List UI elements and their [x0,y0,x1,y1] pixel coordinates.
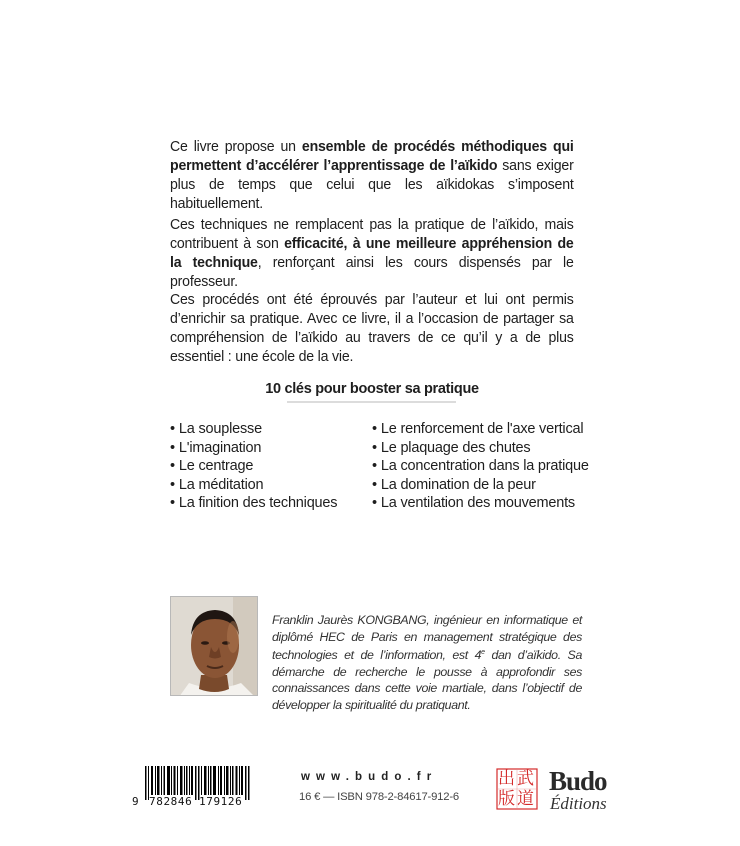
author-portrait-icon [171,597,258,696]
list-item: • Le centrage [170,457,337,476]
p2-tail: , renforçant ainsi les cours dispensés par le professeur. [170,254,574,290]
intro-paragraph-3: Ces procédés ont été éprouvés par l’auteur et lui ont permis d’enrichir sa pratique. Avec ce livre, il a l’occasion de partager sa compréhension de l’aïkido au travers de ce qu’il y a de plus essentiel : une école de la vie. [170,291,574,365]
intro-paragraph-1 [170,137,574,213]
keys-list-right [372,420,589,513]
keys-heading: 10 clés pour booster sa pratique [265,381,479,397]
list-item: • La domination de la peur [372,476,589,495]
bio-text-end: dan d’aïkido. Sa démarche de recherche le pousse à approfondir ses connaissances dans cette voie martiale, dans l’objectif de développer la spiritualité du pratiquant. [272,648,582,712]
publisher-name: Budo [549,766,607,796]
bio-superscript: e [481,649,485,656]
heading-divider [287,401,456,403]
p1-bold: ensemble de procédés méthodiques qui permettent d’accélérer l’apprentissage de l’aïkido [170,138,574,174]
p2-lead: Ces techniques ne remplacent pas la pratique de l’aïkido, mais contribuent à son [170,216,574,252]
list-item: • La souplesse [170,420,337,439]
publisher-subtitle: Éditions [550,794,607,813]
isbn-barcode [130,766,256,810]
list-item: • La ventilation des mouvements [372,494,589,513]
author-photo [170,596,258,696]
p1-lead: Ce livre propose un [170,138,302,155]
list-item: • L'imagination [170,439,337,458]
author-bio [272,612,582,713]
seal-char: 武 [517,769,534,788]
barcode-lead-digit: 9 [132,795,139,808]
seal-char: 版 [498,789,515,808]
list-item: • Le plaquage des chutes [372,439,589,458]
price-isbn: 16 € — ISBN 978-2-84617-912-6 [299,791,459,803]
bio-text: Franklin Jaurès KONGBANG, ingénieur en informatique et diplômé HEC de Paris en management stratégique des technologies et de l’information, est 4 [272,613,582,663]
intro-paragraph-2 [170,215,574,291]
seal-char: 道 [517,789,534,808]
p2-bold: efficacité, à une meilleure appréhension de la technique [170,235,574,271]
list-item: • Le renforcement de l'axe vertical [372,420,589,439]
seal-char: 出 [498,769,515,788]
list-item: • La méditation [170,476,337,495]
list-item: • La finition des techniques [170,494,337,513]
barcode-group-2: 179126 [199,795,243,808]
publisher-seal-icon [496,768,538,810]
barcode-group-1: 782846 [149,795,193,808]
keys-list-left [170,420,337,513]
publisher-website[interactable]: www.budo.fr [301,771,438,783]
list-item: • La concentration dans la pratique [372,457,589,476]
p1-tail: sans exiger plus de temps que celui que les aïkidokas s’imposent habituellement. [170,157,574,212]
